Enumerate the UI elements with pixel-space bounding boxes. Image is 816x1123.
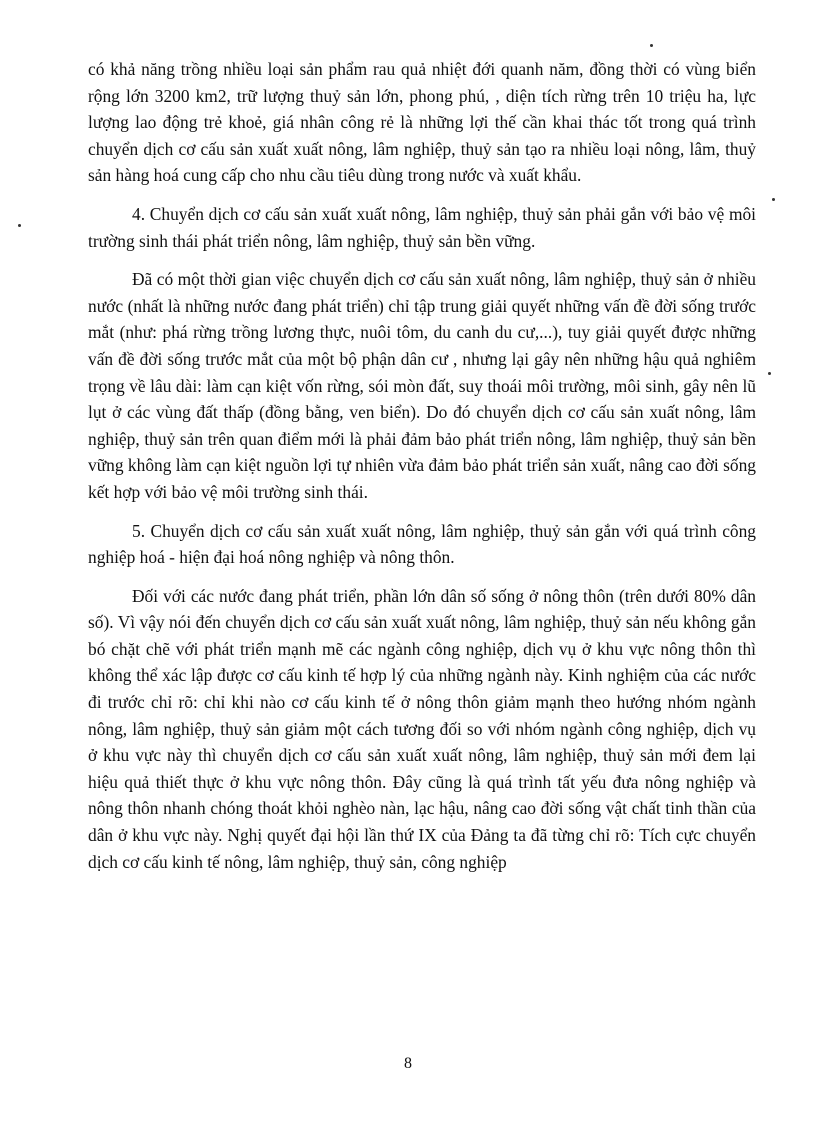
- page-number: 8: [404, 1055, 412, 1072]
- paragraph-industrialization: Đối với các nước đang phát triển, phần lớn dân số sống ở nông thôn (trên dưới 80% dân số). Vì vậy nói đến chuyển dịch cơ cấu sản xuất xuất nông, lâm nghiệp, thuỷ sản nếu không gắn bó chặt chẽ với phát triển mạnh mẽ các ngành công nghiệp, dịch vụ ở khu vực nông thôn thì không thể xác lập được cơ cấu kinh tế hợp lý của những ngành này. Kinh nghiệm của các nước đi trước chỉ rõ: chỉ khi nào cơ cấu kinh tế ở nông thôn giảm mạnh theo hướng nhóm ngành nông, lâm nghiệp, thuỷ sản giảm một cách tương đối so với nhóm ngành công nghiệp, dịch vụ ở khu vực này thì chuyển dịch cơ cấu sản xuất xuất nông, lâm nghiệp, thuỷ sản mới đem lại hiệu quả thiết thực ở khu vực nông thôn. Đây cũng là quá trình tất yếu đưa nông nghiệp và nông thôn nhanh chóng thoát khỏi nghèo nàn, lạc hậu, nâng cao đời sống vật chất tinh thần của dân ở khu vực này. Nghị quyết đại hội lần thứ IX của Đảng ta đã từng chỉ rõ: Tích cực chuyển dịch cơ cấu kinh tế nông, lâm nghiệp, thuỷ sản, công nghiệp: [88, 585, 756, 872]
- scan-speck: [772, 198, 775, 201]
- section-heading-4: 4. Chuyển dịch cơ cấu sản xuất xuất nông, lâm nghiệp, thuỷ sản phải gắn với bảo vệ môi trường sinh thái phát triển nông, lâm nghiệp, thuỷ sản bền vững.: [88, 203, 756, 251]
- paragraph-continuation: có khả năng trồng nhiều loại sản phẩm rau quả nhiệt đới quanh năm, đồng thời có vùng biển rộng lớn 3200 km2, trữ lượng thuỷ sản lớn, phong phú, , diện tích rừng trên 10 triệu ha, lực lượng lao động trẻ khoẻ, giá nhân công rẻ là những lợi thế cần khai thác tốt trong quá trình chuyển dịch cơ cấu sản xuất xuất nông, lâm nghiệp, thuỷ sản tạo ra nhiều loại nông, lâm, thuỷ sản hàng hoá cung cấp cho nhu cầu tiêu dùng trong nước và xuất khẩu.: [88, 59, 756, 186]
- paragraph-sustainability: Đã có một thời gian việc chuyển dịch cơ cấu sản xuất nông, lâm nghiệp, thuỷ sản ở nhiều nước (nhất là những nước đang phát triển) chỉ tập trung giải quyết những vấn đề đời sống trước mắt (như: phá rừng trồng lương thực, nuôi tôm, du canh du cư,...), tuy giải quyết được những vấn đề đời sống trước mắt của một bộ phận dân cư , nhưng lại gây nên những hậu quả nghiêm trọng về lâu dài: làm cạn kiệt vốn rừng, sói mòn đất, suy thoái môi trường, môi sinh, gây nên lũ lụt ở các vùng đất thấp (đồng bằng, ven biển). Do đó chuyển dịch cơ cấu sản xuất nông, lâm nghiệp, thuỷ sản trên quan điểm mới là phải đảm bảo phát triển nông, lâm nghiệp, thuỷ sản bền vững không làm cạn kiệt nguồn lợi tự nhiên vừa đảm bảo phát triển sản xuất, nâng cao đời sống kết hợp với bảo vệ môi trường sinh thái.: [88, 269, 756, 502]
- scan-speck: [18, 224, 21, 227]
- section-heading-5: 5. Chuyển dịch cơ cấu sản xuất xuất nông, lâm nghiệp, thuỷ sản gắn với quá trình công nghiệp hoá - hiện đại hoá nông nghiệp và nông thôn.: [88, 520, 756, 568]
- document-body: [88, 56, 756, 875]
- scan-speck: [650, 44, 653, 47]
- scan-speck: [768, 372, 771, 375]
